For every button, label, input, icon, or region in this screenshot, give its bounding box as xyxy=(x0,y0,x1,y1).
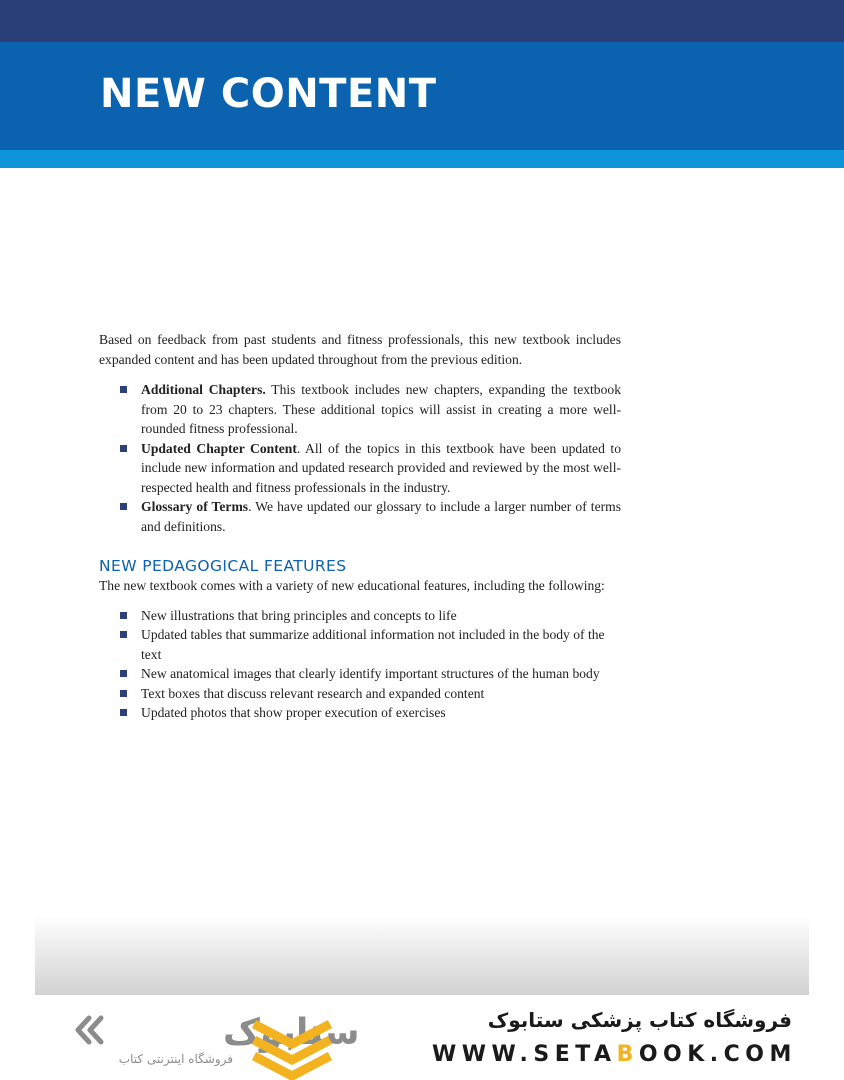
logo-tagline: فروشگاه اینترنتی کتاب xyxy=(118,1052,233,1066)
page-shadow xyxy=(35,915,809,995)
website-highlight: B xyxy=(616,1042,639,1067)
square-bullet-icon xyxy=(120,503,127,510)
highlight-text: This textbook includes new chapters, expanding the textbook from 20 to 23 chapters. These additional topics will assist in creating a more well-rounded fitness professional. xyxy=(141,382,621,436)
list-item xyxy=(99,497,621,536)
list-item xyxy=(99,664,621,684)
feature-text: New illustrations that bring principles and concepts to life xyxy=(141,607,457,623)
website-part: WWW.SETA xyxy=(432,1042,617,1067)
list-item xyxy=(99,380,621,439)
feature-text: Text boxes that discuss relevant research and expanded content xyxy=(141,685,485,701)
feature-text: Updated photos that show proper execution of exercises xyxy=(141,705,446,720)
page-title: NEW CONTENT xyxy=(100,71,437,117)
list-item xyxy=(99,625,621,664)
square-bullet-icon xyxy=(120,386,127,393)
highlights-list xyxy=(99,380,621,536)
square-bullet-icon xyxy=(120,690,127,697)
square-bullet-icon xyxy=(120,445,127,452)
square-bullet-icon xyxy=(120,709,127,716)
top-bar xyxy=(0,0,844,42)
page-content xyxy=(99,330,621,723)
list-item xyxy=(99,606,621,626)
feature-text: New anatomical images that clearly identify important structures of the human body xyxy=(141,666,600,681)
features-list xyxy=(99,606,621,723)
square-bullet-icon xyxy=(120,670,127,677)
book-stack-icon xyxy=(254,1018,330,1078)
highlight-term: Updated Chapter Content xyxy=(141,440,297,456)
double-chevron-icon xyxy=(78,1018,101,1042)
website-part: OOK.COM xyxy=(638,1042,797,1067)
square-bullet-icon xyxy=(120,631,127,638)
list-item xyxy=(99,703,621,723)
section-heading: NEW PEDAGOGICAL FEATURES xyxy=(99,557,347,575)
square-bullet-icon xyxy=(120,612,127,619)
features-intro: The new textbook comes with a variety of new educational features, including the following: xyxy=(99,578,605,593)
website-link[interactable] xyxy=(432,1042,802,1067)
highlight-text: . We have updated our glossary to include a larger number of terms and definitions. xyxy=(141,499,621,534)
highlight-term: Glossary of Terms xyxy=(141,499,249,514)
list-item xyxy=(99,439,621,498)
highlight-term: Additional Chapters. xyxy=(141,382,266,397)
highlight-text: . All of the topics in this textbook have been updated to include new information and updated research provided and reviewed by the most well-respected health and fitness professionals in the industry. xyxy=(141,440,621,495)
feature-text: Updated tables that summarize additional information not included in the body of the text xyxy=(141,627,605,662)
logo-name: ستابوک xyxy=(223,1012,360,1053)
setabook-logo[interactable] xyxy=(75,1010,360,1053)
list-item xyxy=(99,684,621,704)
store-name: فروشگاه کتاب پزشکی ستابوک xyxy=(487,1008,792,1032)
intro-paragraph: Based on feedback from past students and fitness professionals, this new textbook includes expanded content and has been updated throughout from the previous edition. xyxy=(99,332,621,367)
accent-band xyxy=(0,150,844,168)
